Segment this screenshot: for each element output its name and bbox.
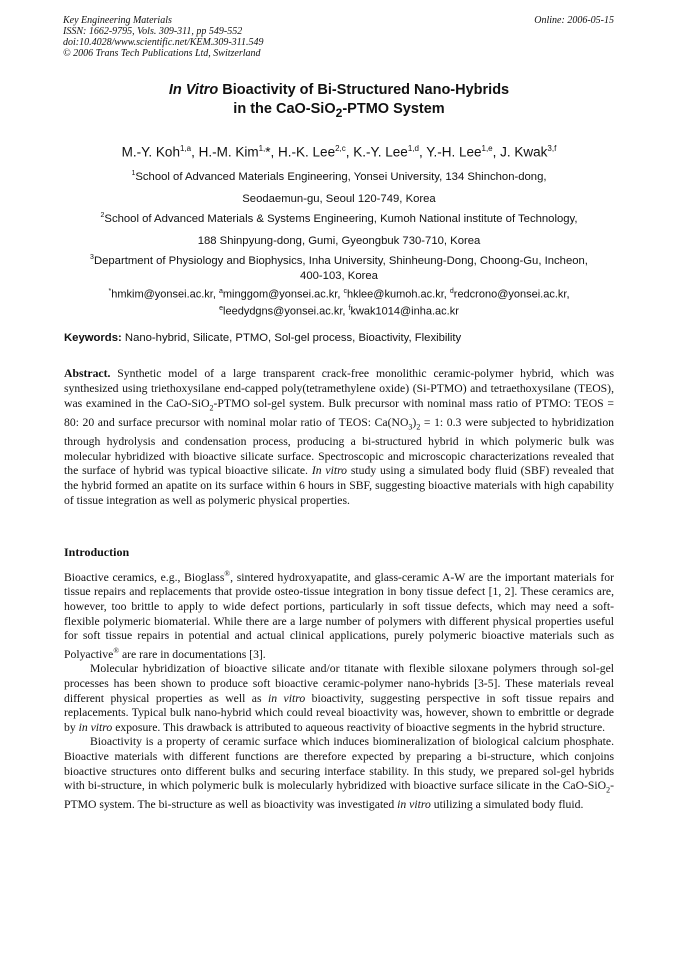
body-text: utilizing a simulated body fluid.: [430, 798, 584, 812]
affiliation-line: 400-103, Korea: [300, 269, 378, 282]
body-text: are rare in documentations [3].: [119, 647, 266, 661]
body-text: exposure. This drawback is attributed to aqueous reactivity of bioactive segments in the hybrid structure.: [112, 720, 606, 734]
doi-line: doi:10.4028/www.scientific.net/KEM.309-311.549: [63, 37, 264, 48]
affiliation-sup: 2: [100, 212, 105, 219]
affiliation-sup: 1: [131, 170, 136, 177]
journal-name: Key Engineering Materials: [63, 15, 172, 26]
author-sup: 1,a: [179, 144, 192, 153]
affiliation-3: [50, 250, 628, 284]
author: H.-M. Kim: [198, 144, 259, 160]
abstract: [64, 367, 614, 509]
email-link[interactable]: leedydgns@yonsei.ac.kr,: [223, 305, 349, 318]
introduction-body: [64, 567, 614, 813]
abstract-text: Synthetic model of a large transparent crack-free monolithic ceramic-polymer hybrid, which was synthesized using triethoxysilane end-capped poly(tetramethylene oxide) (Si-PTMO) and tetraethoxysilane (TEOS), was examined in the CaO-SiO: [64, 367, 614, 410]
affiliation-line: Department of Physiology and Biophysics, Inha University, Shinheung-Dong, Choong-Gu, Incheon,: [93, 254, 588, 267]
author: M.-Y. Koh: [121, 144, 180, 160]
email-link[interactable]: redcrono@yonsei.ac.kr,: [453, 288, 570, 301]
issn-line: ISSN: 1662-9795, Vols. 309-311, pp 549-552: [63, 26, 243, 37]
abstract-italic: In vitro: [311, 464, 348, 478]
email-sup: c: [343, 288, 347, 295]
email-sup: d: [449, 288, 454, 295]
paper-title: [40, 81, 638, 123]
email-link[interactable]: hklee@kumoh.ac.kr,: [346, 288, 450, 301]
affiliation-line: 188 Shinpyung-dong, Gumi, Gyeongbuk 730-710, Korea: [197, 234, 481, 247]
abstract-text: = 1: 0.3 were subjected to hybridization through hydrolysis and condensation process, producing a bi-structured hybrid in which polymeric bulk was molecular hybridized with bioactive silicate surface. Spectroscopic and microscopic characterizations revealed that the surface of hybrid was typical bioactive silicate.: [64, 415, 615, 478]
subscript: 2: [209, 402, 214, 412]
abstract-text: study using a simulated body fluid (SBF) revealed that the hybrid formed an apatite on its surface within 6 hours in SBF, suggesting bioactive materials with high capability of tissue integration as well as polymeric physical properties.: [64, 464, 614, 508]
email-sup: f: [348, 304, 351, 312]
email-sup: *: [108, 288, 112, 295]
body-text: Bioactivity is a property of ceramic surface which induces biomineralization of biological calcium phosphate. Bioactive materials with different functions are therefore expected by preparing a bi-structure, which conjoins bioactive structures onto different bulks and securing interface stability. In this study, we prepared sol-gel hybrids with bi-structure, in which polymeric bulk is molecularly hybridized with bioactive surface silicate in the CaO-SiO: [64, 735, 614, 793]
abstract-text: ): [412, 415, 417, 429]
author-list: M.-Y. Koh$^{1,a}$, H.-M. Kim$^{1,}$*, H.-K. Lee$^{2,c}$, K.-Y. Lee$^{1,d}$, Y.-H. Lee$^{1,e}$, J. Kwak$^{3,f}$: [121, 144, 557, 160]
email-sup: a: [218, 288, 223, 295]
title-line2-pre: in the CaO-SiO: [233, 101, 336, 117]
paragraph-2: [64, 662, 614, 735]
author-sup: 1,e: [481, 144, 493, 153]
email-link[interactable]: hmkim@yonsei.ac.kr,: [111, 288, 219, 301]
body-text: -PTMO system. The bi-structure as well as bioactivity was investigated: [64, 779, 614, 812]
affiliation-line: Seodaemun-gu, Seoul 120-749, Korea: [242, 192, 436, 205]
body-text: Bioactive ceramics, e.g., Bioglass: [64, 570, 225, 584]
body-text: , sintered hydroxyapatite, and glass-ceramic A-W are the important materials for tissue repairs and replacements that provide osteo-tissue integration in bony tissue defect [1, 2]. These ceramics are, however, too brittle to apply to wide defect portions, particularly in soft tissue defects, which may need a soft-flexible polymeric biomaterial. While there are a large number of polymers with different physical properties useful for soft tissue repairs in potential and actual clinical applications, purely polymeric bioactive materials such as Polyactive: [64, 570, 615, 661]
keywords: [64, 331, 624, 345]
author-sup: 2,c: [335, 144, 346, 153]
body-italic: in vitro: [267, 691, 306, 705]
author-sup: 3,f: [547, 144, 557, 153]
abstract-text: -PTMO sol-gel system. Bulk precursor with nominal mass ratio of PTMO: TEOS = 80: 20 and surface precursor with nominal molar ratio of TEOS: Ca(NO: [64, 396, 614, 429]
title-line2-post: -PTMO System: [342, 101, 445, 117]
email-sup: e: [219, 304, 224, 312]
affiliation-line: School of Advanced Materials Engineering, Yonsei University, 134 Shinchon-dong,: [135, 170, 547, 183]
affiliation-sup: 3: [90, 254, 94, 261]
online-date: Online: 2006-05-15: [534, 15, 614, 26]
keywords-text: Nano-hybrid, Silicate, PTMO, Sol-gel process, Bioactivity, Flexibility: [121, 332, 462, 344]
registered-mark: ®: [113, 645, 120, 655]
author-sup: 1,d: [407, 144, 419, 153]
subscript: 3: [408, 422, 413, 432]
body-italic: in vitro: [397, 798, 431, 812]
subscript: 2: [416, 422, 421, 432]
author-sup: 1,: [258, 144, 266, 153]
registered-mark: ®: [224, 569, 231, 578]
author: H.-K. Lee: [278, 144, 336, 160]
paragraph-3: [64, 735, 614, 812]
corresponding-mark: *: [265, 144, 271, 160]
copyright-line: © 2006 Trans Tech Publications Ltd, Switzerland: [63, 48, 261, 59]
subscript: 2: [606, 785, 611, 795]
abstract-label: Abstract.: [64, 367, 111, 380]
affiliation-1: [50, 163, 628, 210]
affiliation-line: School of Advanced Materials & Systems Engineering, Kumoh National institute of Technology,: [104, 212, 578, 225]
keywords-label: Keywords:: [64, 332, 122, 344]
email-link[interactable]: kwak1014@inha.ac.kr: [350, 305, 459, 318]
title-italic: In Vitro: [168, 82, 219, 98]
email-list: [50, 285, 628, 318]
author: K.-Y. Lee: [353, 144, 408, 160]
title-subscript: 2: [335, 105, 343, 120]
introduction-heading: Introduction: [64, 545, 130, 559]
title-line1: Bioactivity of Bi-Structured Nano-Hybrids: [218, 82, 510, 98]
paragraph-1: [64, 567, 614, 662]
email-link[interactable]: minggom@yonsei.ac.kr,: [222, 288, 344, 301]
affiliation-2: [50, 205, 628, 252]
body-italic: in vitro: [78, 720, 113, 734]
author: J. Kwak: [500, 144, 548, 160]
journal-header: [63, 15, 263, 59]
body-text: Molecular hybridization of bioactive silicate and/or titanate with flexible siloxane polymers through sol-gel processes has been shown to produce soft bioactive ceramic-polymer nano-hybrids [3-5]. These materials reveal different physical properties as well as: [64, 662, 614, 705]
author: Y.-H. Lee: [426, 144, 482, 160]
body-text: bioactivity, suggesting perspective in soft tissue repairs and replacements. Typical bulk nano-hybrid which could reveal bioactivity was, however, shown to embrittle or degrade by: [64, 691, 615, 734]
